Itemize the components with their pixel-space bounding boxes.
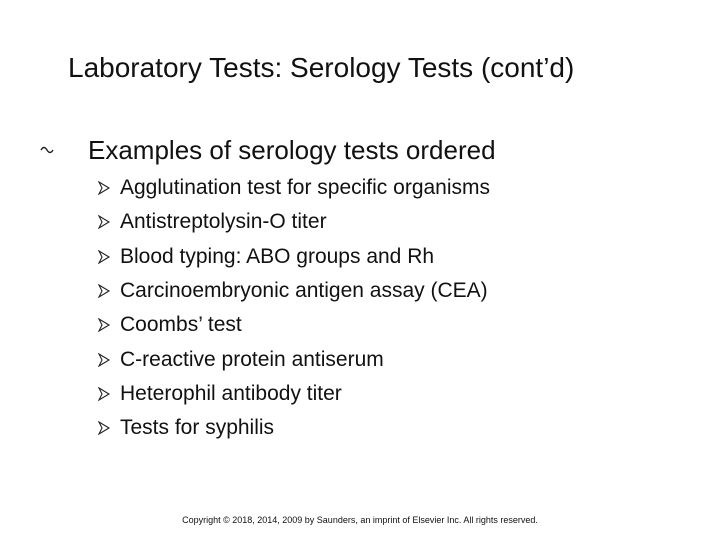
arrow-bullet-icon — [97, 318, 111, 332]
slide-title: Laboratory Tests: Serology Tests (cont’d) — [68, 52, 575, 83]
list-item — [97, 411, 490, 445]
arrow-bullet-icon — [97, 353, 111, 367]
arrow-bullet-icon — [97, 215, 111, 229]
arrow-bullet-icon — [97, 250, 111, 264]
list-item-label: Blood typing: ABO groups and Rh — [120, 244, 435, 268]
list-item — [97, 342, 490, 376]
bullet-icon — [40, 144, 52, 156]
list-item — [97, 240, 490, 274]
list-item-label: Agglutination test for specific organisms — [120, 176, 491, 200]
arrow-bullet-icon — [97, 421, 111, 435]
list-item-label: Antistreptolysin-O titer — [120, 210, 327, 234]
main-bullet-text: Examples of serology tests ordered — [88, 135, 496, 165]
list-item-label: Carcinoembryonic antigen assay (CEA) — [120, 279, 488, 303]
main-bullet — [40, 130, 496, 170]
list-item-label: C-reactive protein antiserum — [120, 347, 384, 371]
arrow-bullet-icon — [97, 181, 111, 195]
sub-bullet-list — [97, 171, 490, 445]
arrow-bullet-icon — [97, 387, 111, 401]
arrow-bullet-icon — [97, 284, 111, 298]
copyright-footer: Copyright © 2018, 2014, 2009 by Saunders, an imprint of Elsevier Inc. All rights reserved. — [182, 515, 538, 525]
list-item — [97, 377, 490, 411]
list-item-label: Heterophil antibody titer — [120, 381, 342, 405]
list-item — [97, 308, 490, 342]
list-item — [97, 274, 490, 308]
list-item — [97, 205, 490, 239]
list-item — [97, 171, 490, 205]
list-item-label: Tests for syphilis — [120, 416, 275, 440]
list-item-label: Coombs’ test — [120, 313, 242, 337]
